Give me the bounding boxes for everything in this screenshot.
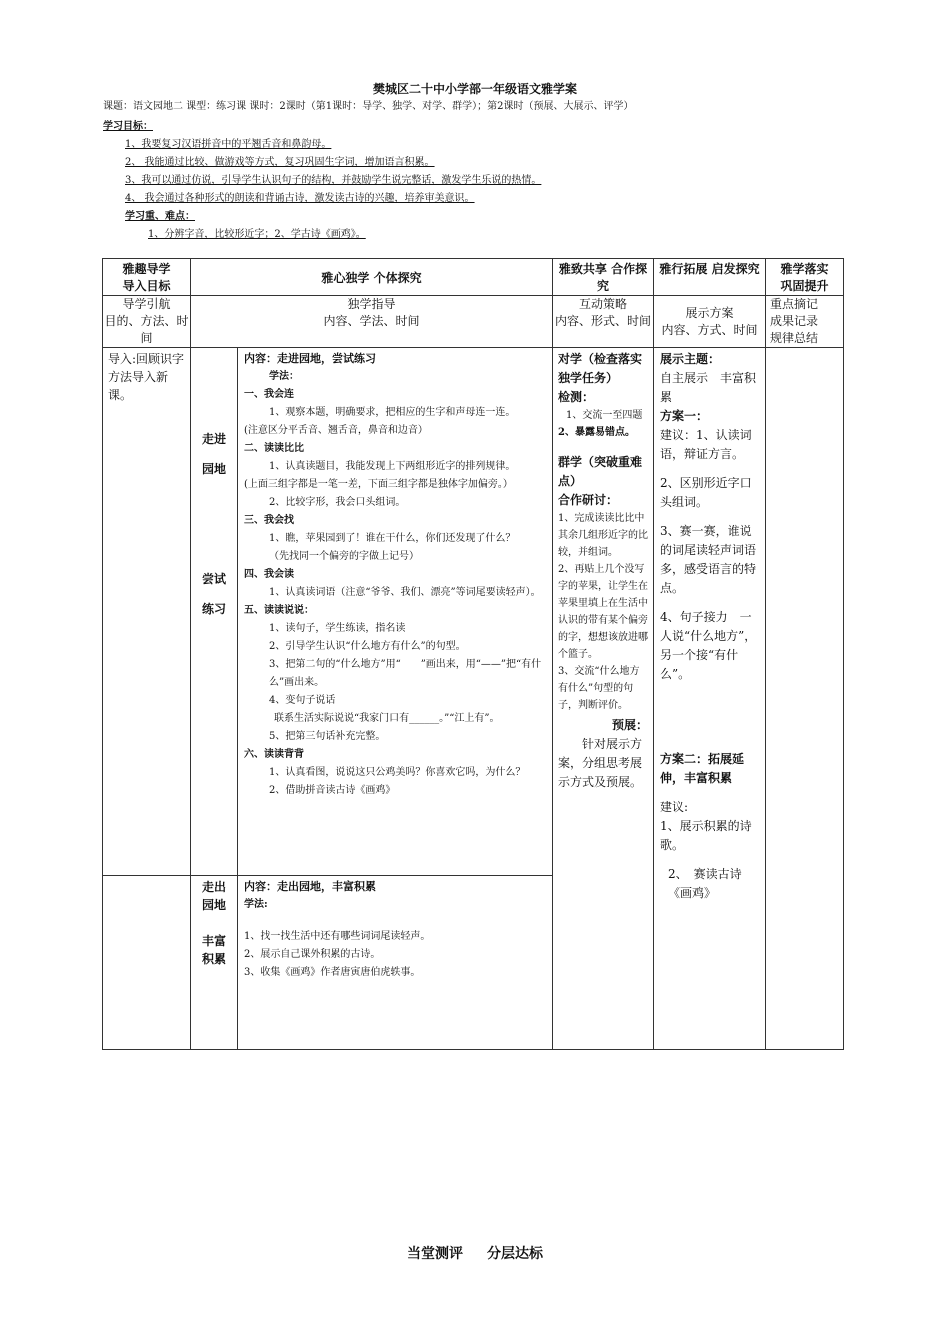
section1-label-c: 尝试 [201, 572, 226, 586]
exercise-title: 六、读读背背 [244, 749, 304, 760]
learning-objectives [103, 118, 843, 244]
footer-heading [0, 1243, 950, 1263]
exercise-title: 二、读读比比 [244, 443, 304, 454]
objective-item: 3、我可以通过仿说，引导学生认识句子的结构，并鼓励学生说完整话，激发学生乐说的热情。 [125, 175, 542, 186]
header-cooperation: 雅致共享 合作探究 [553, 259, 654, 296]
exercise-line: 1、认真读题目，我能发现上下两组形近字的排列规律。 [269, 461, 516, 472]
key-points-heading: 学习重、难点： [125, 211, 195, 222]
display-cell [654, 348, 766, 1050]
header-guide: 雅趣导学 导入目标 [103, 259, 191, 296]
intro-empty-cell [103, 876, 191, 1050]
exercise-title: 一、我会连 [244, 389, 294, 400]
group-item: 2、再贴上几个没写字的苹果，让学生在苹果里填上在生活中认识的带有某个偏旁的字，想想该放进哪个篮子。 [558, 564, 648, 660]
plan2-title: 方案二：拓展延伸，丰富积累 [660, 752, 745, 785]
exercise-line: (上面三组字都是一笔一差，下面三组字都是独体字加偏旁。） [244, 479, 513, 490]
preview-title: 预展： [611, 718, 648, 732]
section2-title: 内容：走出园地，丰富积累 [244, 880, 376, 893]
exercise-line: 3、把第二句的“什么地方”用“ ”画出来，用“——”把“有什么”画出来。 [269, 659, 542, 688]
check-item: 2、暴露易错点。 [558, 427, 635, 438]
notes-cell [766, 348, 844, 1050]
plan2-label: 建议: [660, 800, 689, 814]
exercise-line: 4、变句子说话 [269, 695, 336, 706]
exercise-line: 2、引导学生认识“什么地方有什么”的句型。 [269, 641, 466, 652]
subheader-self-study: 独学指导 内容、学法、时间 [191, 296, 553, 348]
plan2-item: 1、展示积累的诗歌。 [660, 819, 752, 852]
plan1-item: 建议：1、认读词语，辩证方言。 [660, 428, 752, 461]
exercise-line: 5、把第三句话补充完整。 [269, 731, 386, 742]
exercise-line: 1、读句子，学生练读，指名读 [269, 623, 406, 634]
subheader-consolidation: 重点摘记 成果记录 规律总结 [766, 296, 844, 348]
section1-label-b: 园地 [201, 462, 226, 476]
exercise-line: 联系生活实际说说“我家门口有______。”“江上有”。 [274, 713, 500, 724]
pair-study-title: 对学（检查落实独学任务） [558, 352, 643, 385]
section2-label [191, 876, 238, 1050]
section2-content [238, 876, 553, 1050]
intro-cell: 导入:回顾识字方法导入新课。 [103, 348, 191, 876]
header-consolidation: 雅学落实 巩固提升 [766, 259, 844, 296]
header-self-study: 雅心独学 个体探究 [191, 259, 553, 296]
lesson-plan-table [102, 258, 844, 1050]
page-title: 樊城区二十中小学部一年级语文雅学案 [372, 82, 577, 96]
section2-line: 3、收集《画鸡》作者唐寅唐伯虎轶事。 [244, 967, 421, 978]
section1-label-d: 练习 [201, 602, 226, 616]
section2-label-b: 园地 [201, 898, 226, 912]
footer-test: 当堂测评 [407, 1246, 463, 1262]
interaction-cell [553, 348, 654, 1050]
subheader-cooperation: 互动策略 内容、形式、时间 [553, 296, 654, 348]
objective-item: 2、 我能通过比较、做游戏等方式，复习巩固生字词，增加语言积累。 [125, 157, 435, 168]
group-study-sub: 合作研讨： [558, 493, 619, 507]
group-study-title: 群学（突破重难点） [558, 455, 643, 488]
exercise-line: 1、观察本题，明确要求，把相应的生字和声母连一连。 [269, 407, 516, 418]
subheader-extension: 展示方案 内容、方式、时间 [654, 296, 766, 348]
section1-title: 内容：走进园地，尝试练习 [244, 352, 376, 365]
display-theme-label: 展示主题： [660, 352, 721, 366]
display-theme-text: 自主展示 丰富积累 [660, 371, 757, 404]
plan1-item: 3、赛一赛，谁说的词尾读轻声词语多，感受语言的特点。 [660, 524, 757, 595]
exercise-line: （先找同一个偏旁的字做上记号） [269, 551, 419, 562]
objective-item: 4、 我会通过各种形式的朗读和背诵古诗，激发读古诗的兴趣，培养审美意识。 [125, 193, 475, 204]
exercise-title: 三、我会找 [244, 515, 294, 526]
exercise-line: 2、比较字形，我会口头组词。 [269, 497, 406, 508]
check-label: 检测： [558, 390, 595, 404]
objective-item: 1、我要复习汉语拼音中的平翘舌音和鼻韵母。 [125, 139, 332, 150]
group-item: 1、完成读读比比中其余几组形近字的比较，并组词。 [558, 513, 648, 558]
objectives-heading: 学习目标： [103, 121, 153, 132]
key-points: 1、分辨字音，比较形近字；2、学古诗《画鸡》。 [148, 229, 366, 240]
lesson-meta: 课题：语文园地二 课型：练习课 课时：2课时（第1课时：导学、独学、对学、群学）；第2课时（预展、大展示、评学） [103, 101, 634, 112]
exercise-line: 1、认真读词语（注意“爷爷、我们、漂亮”等词尾要读轻声）。 [269, 587, 541, 598]
plan2-item: 2、 赛读古诗《画鸡》 [668, 867, 742, 900]
section2-label-c: 丰富 [201, 934, 226, 948]
check-item: 1、交流一至四题 [566, 410, 643, 421]
section1-label-a: 走进 [201, 432, 226, 446]
section2-method: 学法: [244, 899, 268, 910]
subheader-guide: 导学引航 目的、方法、时间 [103, 296, 191, 348]
header-extension: 雅行拓展 启发探究 [654, 259, 766, 296]
section1-label [191, 348, 238, 876]
section2-line: 2、展示自己课外积累的古诗。 [244, 949, 381, 960]
plan1-title: 方案一： [660, 409, 709, 423]
exercise-line: 1、认真看图，说说这只公鸡美吗？你喜欢它吗，为什么？ [269, 767, 526, 778]
section2-label-d: 积累 [201, 952, 226, 966]
plan1-item: 4、句子接力 一人说“什么地方”，另一个接“有什么”。 [660, 610, 757, 681]
section1-method: 学法： [269, 371, 299, 382]
exercise-line: (注意区分平舌音、翘舌音，鼻音和边音） [244, 425, 428, 436]
group-item: 3、交流“什么地方有什么”句型的句子，判断评价。 [558, 666, 640, 711]
preview-text: 针对展示方案，分组思考展示方式及预展。 [558, 737, 643, 789]
exercise-line: 1、瞧，苹果园到了！谁在干什么，你们还发现了什么？ [269, 533, 516, 544]
exercise-title: 五、读读说说： [244, 605, 314, 616]
section2-label-a: 走出 [201, 880, 226, 894]
exercise-title: 四、我会读 [244, 569, 294, 580]
section1-content [238, 348, 553, 876]
exercise-line: 2、借助拼音读古诗《画鸡》 [269, 785, 396, 796]
plan1-item: 2、区别形近字口头组词。 [660, 476, 752, 509]
footer-level: 分层达标 [487, 1246, 543, 1262]
section2-line: 1、找一找生活中还有哪些词词尾读轻声。 [244, 931, 431, 942]
